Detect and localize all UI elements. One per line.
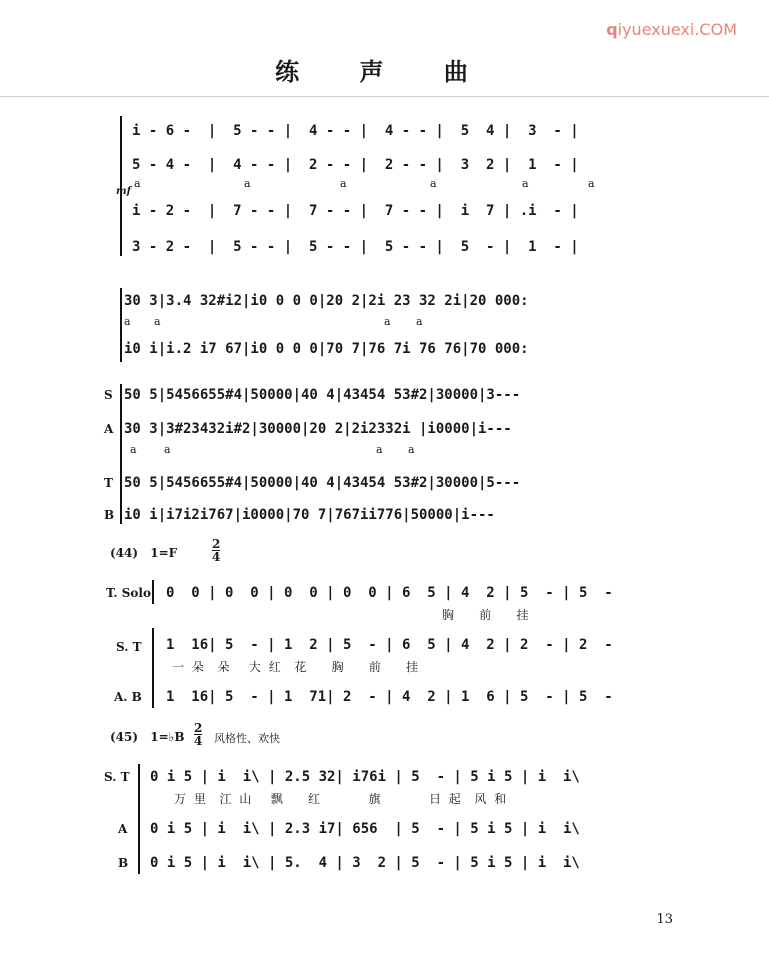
system3-brace — [120, 384, 122, 524]
syllable: a — [522, 177, 529, 190]
syllable: a — [164, 443, 171, 456]
staff-row: i - 6 - | 5 - - | 4 - - | 4 - - | 5 4 | 3 - | — [132, 123, 579, 139]
section-heading — [110, 730, 184, 744]
solo-brace — [152, 580, 154, 604]
section44-brace — [152, 628, 154, 708]
section-number: (45) — [110, 730, 139, 744]
syllable: a — [588, 177, 595, 190]
time-signature: 2 4 — [212, 537, 221, 564]
voice-label: B — [104, 508, 115, 522]
title-rule — [0, 96, 769, 97]
syllable: a — [430, 177, 437, 190]
key-signature: 1=♭B — [150, 730, 185, 744]
system2-brace — [120, 288, 122, 362]
voice-label: A — [104, 422, 114, 436]
page-number: 13 — [656, 912, 673, 927]
voice-label: A — [118, 822, 128, 836]
time-signature: 2 4 — [194, 721, 203, 748]
staff-row: 50 5|5456655#4|50000|40 4|43454 53#2|30000|5--- — [124, 475, 521, 491]
section-number: (44) — [110, 546, 139, 560]
syllable: a — [124, 315, 131, 328]
tempo-marking: 风格性、欢快 — [214, 732, 280, 745]
syllable: a — [244, 177, 251, 190]
section-heading — [110, 546, 177, 560]
voice-label: S. T — [104, 770, 130, 784]
staff-row: 1 16| 5 - | 1 71| 2 - | 4 2 | 1 6 | 5 - | 5 - — [166, 689, 613, 705]
lyrics-line: 胸 前 挂 — [442, 608, 531, 622]
lyrics-line: 万 里 江 山 飘 红 旗 日 起 风 和 — [174, 792, 509, 806]
voice-label: T — [104, 476, 113, 490]
syllable: a — [408, 443, 415, 456]
staff-row: 5 - 4 - | 4 - - | 2 - - | 2 - - | 3 2 | 1 - | — [132, 157, 579, 173]
page-title: 练 声 曲 — [275, 57, 494, 86]
voice-label: A. B — [114, 690, 142, 704]
staff-row: 0 i 5 | i i\ | 2.3 i7| 656 | 5 - | 5 i 5 | i i\ — [150, 821, 580, 837]
staff-row: 30 3|3.4 32#i2|i0 0 0 0|20 2|2i 23 32 2i|20 000: — [124, 293, 529, 309]
staff-row: 30 3|3#23432i#2|30000|20 2|2i2332i |i0000|i--- — [124, 421, 512, 437]
syllable: a — [154, 315, 161, 328]
section45-brace — [138, 764, 140, 874]
key-signature: 1=F — [150, 546, 178, 560]
syllable: a — [134, 177, 141, 190]
voice-label: B — [118, 856, 129, 870]
voice-label: T. Solo — [106, 586, 151, 600]
syllable: a — [416, 315, 423, 328]
syllable: a — [376, 443, 383, 456]
lyrics-line: 一 朵 朵 大 红 花 胸 前 挂 — [172, 660, 421, 674]
syllable: a — [340, 177, 347, 190]
staff-row: 3 - 2 - | 5 - - | 5 - - | 5 - - | 5 - | 1 - | — [132, 239, 579, 255]
syllable: a — [130, 443, 137, 456]
syllable: a — [384, 315, 391, 328]
voice-label: S — [104, 388, 113, 402]
staff-row: 50 5|5456655#4|50000|40 4|43454 53#2|30000|3--- — [124, 387, 521, 403]
dynamic-mark: mf — [116, 186, 131, 197]
staff-row: i0 i|i.2 i7 67|i0 0 0 0|70 7|76 7i 76 76|70 000: — [124, 341, 529, 357]
staff-row: 0 i 5 | i i\ | 2.5 32| i76i | 5 - | 5 i 5 | i i\ — [150, 769, 580, 785]
staff-row: 0 0 | 0 0 | 0 0 | 0 0 | 6 5 | 4 2 | 5 - | 5 - — [166, 585, 613, 601]
staff-row: 0 i 5 | i i\ | 5. 4 | 3 2 | 5 - | 5 i 5 | i i\ — [150, 855, 580, 871]
staff-row: 1 16| 5 - | 1 2 | 5 - | 6 5 | 4 2 | 2 - | 2 - — [166, 637, 613, 653]
staff-row: i - 2 - | 7 - - | 7 - - | 7 - - | i 7 | .i - | — [132, 203, 579, 219]
watermark: qiyuexuexi.COM — [606, 20, 737, 39]
voice-label: S. T — [116, 640, 142, 654]
staff-row: i0 i|i7i2i767|i0000|70 7|767ii776|50000|i--- — [124, 507, 495, 523]
